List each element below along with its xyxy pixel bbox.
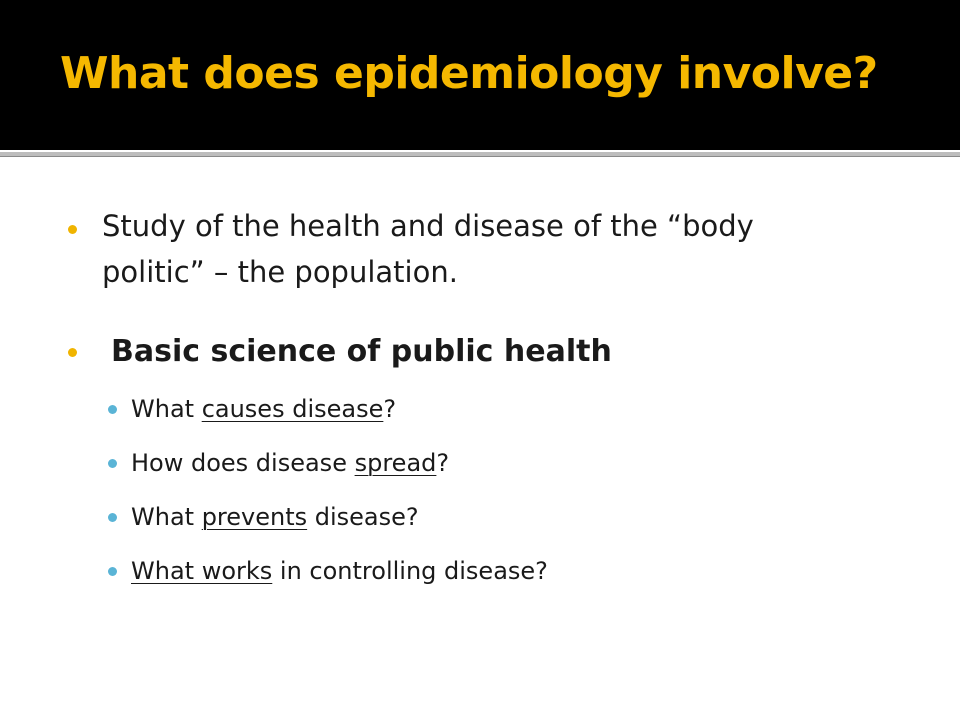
sub-bullet-item — [131, 501, 419, 533]
sub-bullet-emphasis: spread — [354, 449, 437, 477]
title-divider — [0, 152, 960, 157]
bullet-marker — [68, 348, 77, 357]
bullet-text: Basic science of public health — [111, 334, 612, 369]
sub-bullet-text: ? — [383, 395, 397, 423]
bullet-text-line: politic” – the population. — [102, 255, 458, 289]
sub-bullet-marker — [108, 459, 117, 468]
bullet-item — [102, 203, 754, 295]
bullet-marker — [68, 225, 77, 234]
slide-title: What does epidemiology involve? — [60, 48, 878, 99]
sub-bullet-item — [131, 555, 548, 587]
sub-bullet-marker — [108, 513, 117, 522]
sub-bullet-text: What — [131, 503, 202, 531]
sub-bullet-emphasis: What works — [131, 557, 273, 585]
sub-bullet-marker — [108, 405, 117, 414]
sub-bullet-item — [131, 393, 396, 425]
sub-bullet-text: in controlling disease? — [272, 557, 548, 585]
bullet-item — [111, 332, 612, 372]
sub-bullet-text: How does disease — [131, 449, 355, 477]
sub-bullet-text: disease? — [307, 503, 419, 531]
sub-bullet-marker — [108, 567, 117, 576]
sub-bullet-text: ? — [436, 449, 450, 477]
sub-bullet-item — [131, 447, 449, 479]
sub-bullet-text: What — [131, 395, 202, 423]
bullet-text-line: Study of the health and disease of the “body — [102, 209, 754, 243]
sub-bullet-emphasis: prevents — [201, 503, 308, 531]
sub-bullet-emphasis: causes disease — [201, 395, 384, 423]
